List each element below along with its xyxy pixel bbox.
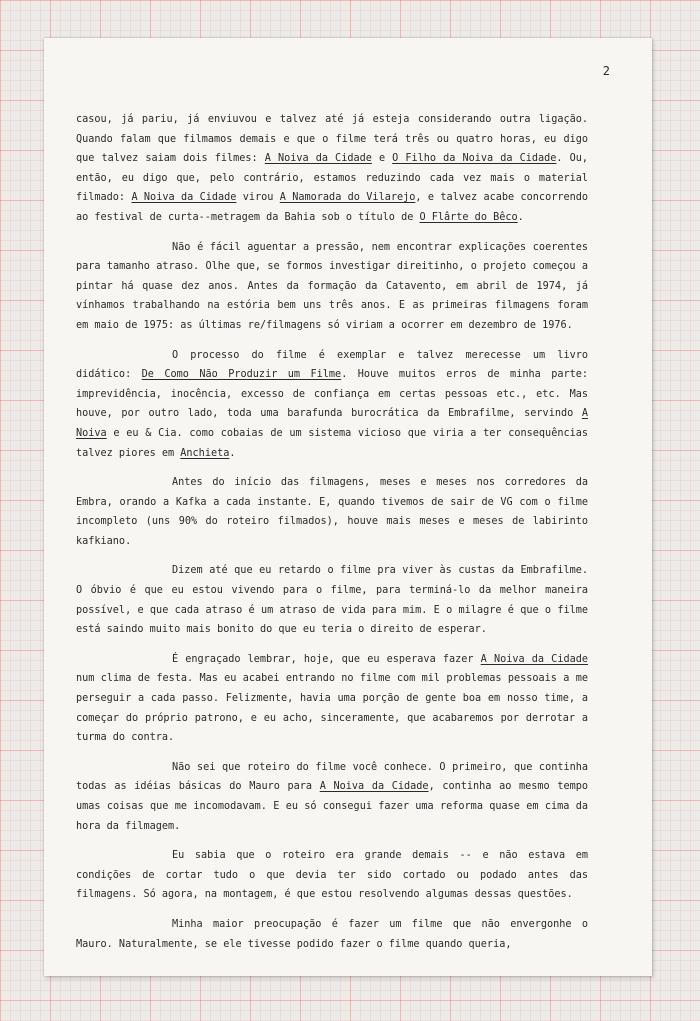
underlined-title: A Noiva	[76, 408, 588, 439]
document-body	[76, 110, 588, 964]
paragraph: Não sei que roteiro do filme você conhece. O primeiro, que continha todas as idéias básicas do Mauro para A Noiva da Cidade, continha ao mesmo tempo umas coisas que me incomodavam. E eu só consegui fazer uma reforma quase em cima da hora da filmagem.	[76, 761, 588, 832]
paragraph: Eu sabia que o roteiro era grande demais -- e não estava em condições de cortar tudo o que devia ter sido cortado ou podado antes das filmagens. Só agora, na montagem, é que estou resolvendo algumas dessas questões.	[76, 850, 588, 901]
paragraph: Antes do início das filmagens, meses e meses nos corredores da Embra, orando a Kafka a cada instante. E, quando tivemos de sair de VG com o filme incompleto (uns 90% do roteiro filmados), houve mais meses e meses de labirinto kafkiano.	[76, 477, 588, 547]
paragraph: É engraçado lembrar, hoje, que eu esperava fazer A Noiva da Cidade num clima de festa. Mas eu acabei entrando no filme com mil problemas pessoais a me perseguir a cada passo. Felizmente, havia uma porção de gente boa em nosso time, a começar do próprio patrono, e eu acho, sinceramente, que acabaremos por derrotar a turma do contra.	[76, 653, 588, 744]
paragraph: casou, já pariu, já enviuvou e talvez até já esteja considerando outra ligação. Quando falam que filmamos demais e que o filme terá três ou quatro horas, eu digo que talvez saiam dois filmes: A Noiva da Cidade e O Filho da Noiva da Cidade. Ou, então, eu digo que, pelo contrário, estamos reduzindo cada vez mais o material filmado: A Noiva da Cidade virou A Namorada do Vilarejo, e talvez acabe concorrendo ao festival de curta--metragem da Bahia sob o título de O Flârte do Bêco.	[76, 114, 589, 223]
underlined-title: De Como Não Produzir um Filme	[141, 369, 342, 381]
underlined-title: O Flârte do Bêco	[419, 211, 518, 223]
underlined-title: A Noiva da Cidade	[480, 653, 588, 665]
underlined-title: O Filho da Noiva da Cidade	[392, 153, 557, 165]
paragraph: Minha maior preocupação é fazer um filme que não envergonhe o Mauro. Naturalmente, se ele tivesse podido fazer o filme quando queria,	[76, 918, 588, 950]
underlined-title: A Noiva da Cidade	[319, 781, 429, 793]
paragraph: Dizem até que eu retardo o filme pra viver às custas da Embrafilme. O óbvio é que eu estou vivendo para o filme, para terminá-lo da melhor maneira possível, e que cada atraso é um atraso de vida para mim. E o milagre é que o filme está saindo muito mais bonito do que eu teria o direito de esperar.	[76, 565, 588, 636]
typewritten-page	[44, 38, 652, 976]
page-number: 2	[602, 64, 610, 78]
paragraph: Não é fácil aguentar a pressão, nem encontrar explicações coerentes para tamanho atraso. Olhe que, se formos investigar direitinho, o projeto começou a pintar há quase dez anos. Antes da formação da Catavento, em abril de 1974, já vínhamos trabalhando na estória bem uns três anos. E as primeiras filmagens foram em maio de 1975: as últimas re/filmagens só viriam a ocorrer em dezembro de 1976.	[76, 241, 588, 331]
underlined-title: A Noiva da Cidade	[264, 153, 372, 165]
underlined-title: A Namorada do Vilarejo	[279, 192, 416, 204]
paragraph: O processo do filme é exemplar e talvez merecesse um livro didático: De Como Não Produzir um Filme. Houve muitos erros de minha parte: imprevidência, inocência, excesso de confiança em certas pessoas etc., etc. Mas houve, por outro lado, toda uma barafunda burocrática da Embrafilme, servindo A Noiva e eu & Cia. como cobaias de um sistema vicioso que viria a ter consequências talvez piores em Anchieta.	[76, 349, 588, 459]
underlined-title: A Noiva da Cidade	[131, 192, 237, 204]
underlined-title: Anchieta	[180, 447, 230, 459]
